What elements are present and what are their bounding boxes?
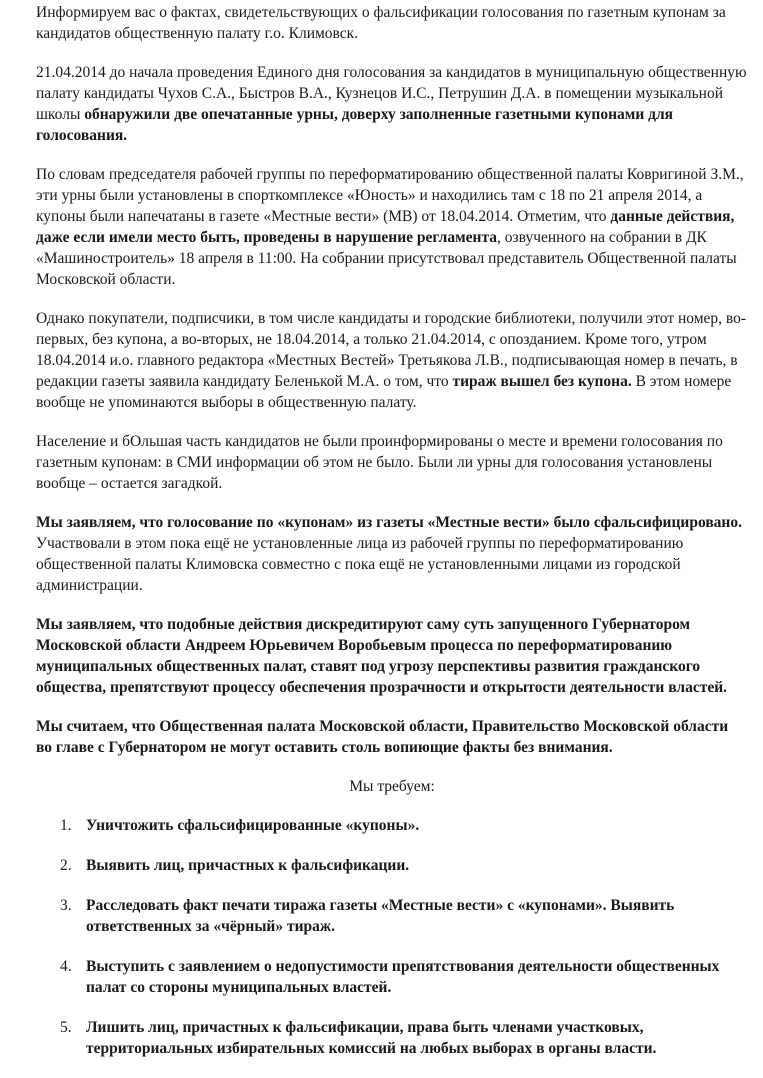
paragraph-text: По словам председателя рабочей группы по переформатированию общественной палаты Ковригиной З.М., эти урны были установлены в спорткомплексе «Юность» и находились там с 18 по 21 апреля 2014, а купоны были напечатаны в газете «Местные вести» (МВ) от 18.04.2014. Отметим, что	[36, 166, 744, 225]
paragraph-emphasis: обнаружили две опечатанные урны, доверху заполненные газетными купонами для голосования.	[36, 106, 674, 144]
list-item-number: 2.	[60, 857, 72, 874]
paragraph-text: Население и бОльшая часть кандидатов не были проинформированы о месте и времени голосования по газетным купонам: в СМИ информации об этом не было. Были ли урны для голосования установлены вообще – остается загадкой.	[36, 433, 723, 492]
document-body	[36, 2, 748, 1078]
paragraph-falsified-statement	[36, 512, 748, 596]
list-item-number: 3.	[60, 897, 72, 914]
list-item-number: 1.	[60, 817, 72, 834]
paragraph-population	[36, 431, 748, 494]
demands-list	[36, 815, 748, 1059]
paragraph-text: Информируем вас о фактах, свидетельствующих о фальсификации голосования по газетным купонам за кандидатов общественную палату г.о. Климовск.	[36, 4, 726, 42]
list-item	[36, 956, 748, 998]
paragraph-text: , озвученного на собрании в ДК «Машиностроитель» 18 апреля в 11:00. На собрании присутствовал представитель Общественной палаты Московской области.	[36, 229, 737, 288]
paragraph-emphasis: Мы считаем, что Общественная палата Московской области, Правительство Московской области во главе с Губернатором не могут оставить столь вопиющие факты без внимания.	[36, 718, 729, 756]
paragraph-emphasis: тираж вышел без купона.	[452, 373, 632, 390]
list-item-text: Лишить лиц, причастных к фальсификации, права быть членами участковых, территориальных избирательных комиссий на любых выборах в органы власти.	[86, 1019, 657, 1057]
paragraph-text: Однако покупатели, подписчики, в том числе кандидаты и городские библиотеки, получили этот номер, во-первых, без купона, а во-вторых, не 18.04.2014, а только 21.04.2014, с опозданием. Кроме того, утром 18.04.2014 и.о. главного редактора «Местных Вестей» Третьякова Л.В., подписывающая номер в печать, в редакции газеты заявила кандидату Беленькой М.А. о том, что	[36, 310, 747, 390]
demands-heading: Мы требуем:	[349, 778, 435, 795]
list-item-text: Выступить с заявлением о недопустимости препятствования деятельности общественных палат со стороны муниципальных властей.	[86, 958, 720, 996]
list-item	[36, 1017, 748, 1059]
list-item	[36, 815, 748, 836]
list-item	[36, 895, 748, 937]
list-item-text: Уничтожить сфальсифицированные «купоны».	[86, 817, 420, 834]
paragraph-regulation	[36, 164, 748, 290]
list-item-text: Расследовать факт печати тиража газеты «Местные вести» с «купонами». Выявить ответственных за «чёрный» тираж.	[86, 897, 675, 935]
list-item-number: 5.	[60, 1019, 72, 1036]
paragraph-discredit-statement	[36, 614, 748, 698]
list-item-text: Выявить лиц, причастных к фальсификации.	[86, 857, 410, 874]
paragraph-appeal	[36, 716, 748, 758]
paragraph-subscribers	[36, 308, 748, 413]
paragraph-emphasis: Мы заявляем, что подобные действия дискредитируют саму суть запущенного Губернатором Московской области Андреем Юрьевичем Воробьевым процесса по переформатированию муниципальных общественных палат, ставят под угрозу перспективы развития гражданского общества, препятствуют процессу обеспечения прозрачности и открытости деятельности властей.	[36, 616, 728, 696]
list-item	[36, 855, 748, 876]
paragraph-emphasis: данные действия, даже если имели место быть, проведены в нарушение регламента	[36, 208, 735, 246]
paragraph-text: 21.04.2014 до начала проведения Единого дня голосования за кандидатов в муниципальную общественную палату кандидаты Чухов С.А., Быстров В.А., Кузнецов И.С., Петрушин Д.А. в помещении музыкальной школы	[36, 64, 747, 123]
paragraph-text: В этом номере вообще не упоминаются выборы в общественную палату.	[36, 373, 732, 411]
list-item-number: 4.	[60, 958, 72, 975]
paragraph-emphasis: Мы заявляем, что голосование по «купонам» из газеты «Местные вести» было сфальсифицировано.	[36, 514, 742, 531]
paragraph-ballot-boxes	[36, 62, 748, 146]
paragraph-intro	[36, 2, 748, 44]
paragraph-text: Участвовали в этом пока ещё не установленные лица из рабочей группы по переформатированию общественной палаты Климовска совместно с пока ещё не установленными лицами из городской администрации.	[36, 535, 684, 594]
